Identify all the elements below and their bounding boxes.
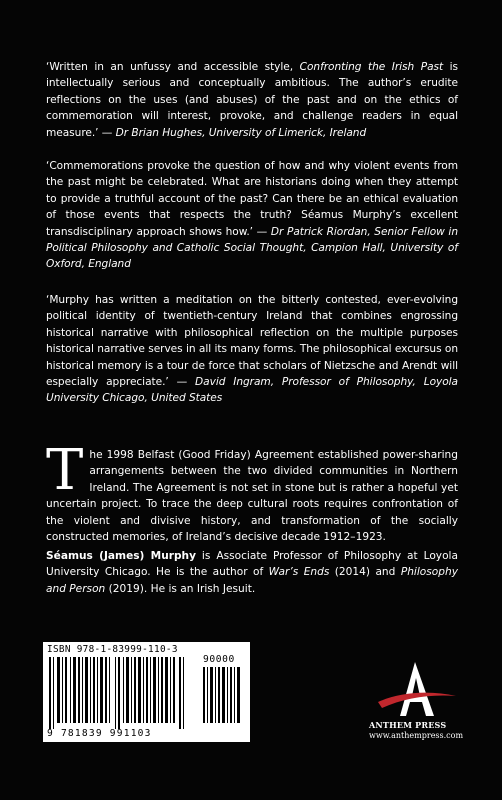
quote-text: is intellectually serious and conceptually ambitious. The author’s erudite reflections on the uses (and abuses) of the past and on the ethics of commemoration will interest, provoke, and challenge readers in equal measure.’ — — [46, 61, 458, 139]
quote-text: ‘Murphy has written a meditation on the bitterly contested, ever-evolving political identity of twentieth-century Ireland that combines engrossing historical narrative with philosophical reflection on the multiple purposes historical narrative serves in all its many forms. The philosophical excursus on historical memory is a tour de force that scholars of Nietzsche and Arendt will especially appreciate.’ — — [46, 294, 458, 389]
price-code: 90000 — [203, 654, 235, 665]
drop-cap: T — [46, 438, 84, 503]
review-quote-2 — [46, 158, 458, 273]
quote-text: ‘Written in an unfussy and accessible style, — [46, 61, 300, 73]
bio-text: is Associate Professor of Philosophy at Loyola University Chicago. He is the author of — [46, 550, 458, 579]
isbn-label: ISBN 978-1-83999-110-3 — [47, 644, 178, 655]
bio-text: (2019). He is an Irish Jesuit. — [105, 582, 256, 595]
isbn-barcode — [43, 642, 250, 742]
publisher-name: ANTHEM PRESS — [369, 720, 447, 730]
barcode-number: 9 781839 991103 — [47, 728, 152, 739]
author-bio — [46, 548, 458, 597]
addon-barcode — [203, 667, 243, 723]
bio-book-title: War’s Ends — [268, 566, 330, 579]
barcode-bars — [49, 657, 199, 729]
quote-attribution: David Ingram, Professor of Philosophy, Loyola University Chicago, United States — [46, 376, 459, 405]
publisher-website: www.anthempress.com — [369, 731, 464, 740]
author-name: Séamus (James) Murphy — [46, 550, 196, 562]
blurb-text: he 1998 Belfast (Good Friday) Agreement established power-sharing arrangements between the two divided communities in Northern Ireland. The Agreement is not set in stone but is rather a hopeful yet uncertain project. To trace the deep cultural roots requires confrontation of the violent and divisive history, and transformation of the socially constructed memories, of Ireland’s decisive decade 1912–1923. — [46, 449, 458, 544]
quote-text: ‘Commemorations provoke the question of how and why violent events from the past might be celebrated. What are historians doing when they attempt to provide a truthful account of the past? Can there be an ethical evaluation of those events that respects the truth? Séamus Murphy’s excellent transdisciplinary approach shows how.’ — — [46, 160, 458, 238]
bio-text: (2014) and — [329, 566, 401, 579]
review-quote-3 — [46, 292, 458, 407]
book-blurb — [46, 438, 458, 545]
review-quote-1 — [46, 59, 458, 141]
quote-attribution: Dr Brian Hughes, University of Limerick, Ireland — [115, 126, 367, 139]
quote-attribution: Dr Patrick Riordan, Senior Fellow in Political Philosophy and Catholic Social Thought, Campion Hall, University of Oxford, England — [46, 225, 458, 271]
quote-book-title: Confronting the Irish Past — [299, 61, 444, 73]
bio-book-title: Philosophy and Person — [46, 566, 458, 595]
